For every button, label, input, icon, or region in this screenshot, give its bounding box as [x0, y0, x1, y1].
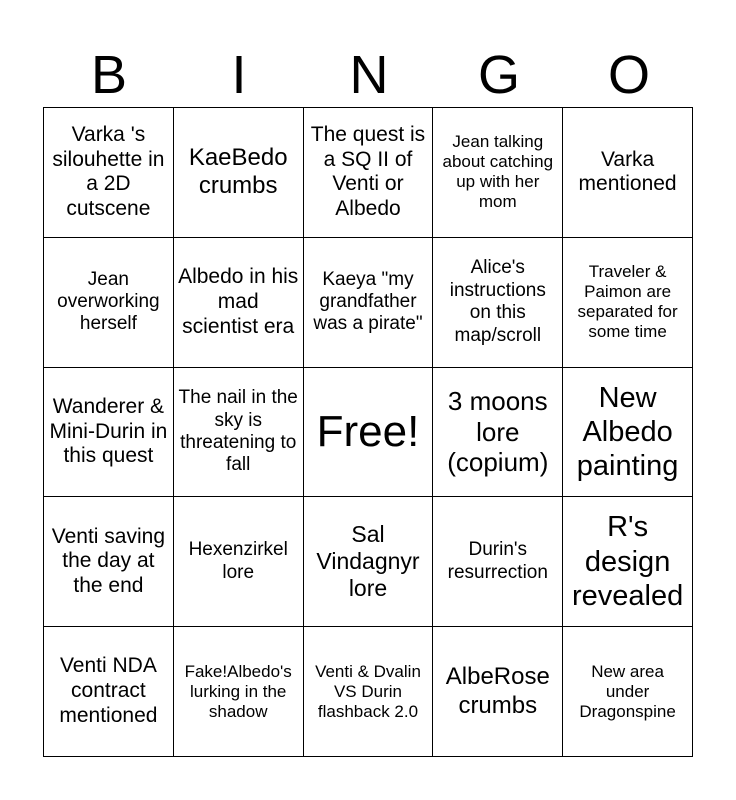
bingo-cell-r5c1[interactable]: Venti NDA contract mentioned: [44, 627, 174, 757]
bingo-board: [43, 107, 693, 757]
header-letter-n: N: [349, 45, 389, 105]
bingo-cell-r2c5[interactable]: Traveler & Paimon are separated for some time: [563, 238, 693, 368]
header-letter-b: B: [90, 45, 128, 105]
bingo-cell-r1c3[interactable]: The quest is a SQ II of Venti or Albedo: [304, 108, 434, 238]
header-letter-i: I: [231, 45, 247, 105]
bingo-cell-r5c3[interactable]: Venti & Dvalin VS Durin flashback 2.0: [304, 627, 434, 757]
bingo-cell-r1c5[interactable]: Varka mentioned: [563, 108, 693, 238]
bingo-cell-r5c2[interactable]: Fake!Albedo's lurking in the shadow: [174, 627, 304, 757]
header-letter-g: G: [477, 45, 520, 105]
bingo-cell-r2c1[interactable]: Jean overworking herself: [44, 238, 174, 368]
bingo-cell-r1c4[interactable]: Jean talking about catching up with her mom: [433, 108, 563, 238]
bingo-cell-r1c2[interactable]: KaeBedo crumbs: [174, 108, 304, 238]
bingo-header: [44, 44, 694, 106]
bingo-cell-r3c4[interactable]: 3 moons lore (copium): [433, 368, 563, 498]
bingo-cell-r2c2[interactable]: Albedo in his mad scientist era: [174, 238, 304, 368]
bingo-cell-r2c3[interactable]: Kaeya "my grandfather was a pirate": [304, 238, 434, 368]
bingo-cell-r4c4[interactable]: Durin's resurrection: [433, 497, 563, 627]
bingo-cell-free[interactable]: Free!: [304, 368, 434, 498]
bingo-cell-r3c5[interactable]: New Albedo painting: [563, 368, 693, 498]
bingo-cell-r2c4[interactable]: Alice's instructions on this map/scroll: [433, 238, 563, 368]
bingo-cell-r4c2[interactable]: Hexenzirkel lore: [174, 497, 304, 627]
bingo-cell-r1c1[interactable]: Varka 's silouhette in a 2D cutscene: [44, 108, 174, 238]
bingo-cell-r4c3[interactable]: Sal Vindagnyr lore: [304, 497, 434, 627]
bingo-cell-r4c1[interactable]: Venti saving the day at the end: [44, 497, 174, 627]
header-letter-o: O: [607, 45, 650, 105]
bingo-cell-r5c4[interactable]: AlbeRose crumbs: [433, 627, 563, 757]
bingo-cell-r3c1[interactable]: Wanderer & Mini-Durin in this quest: [44, 368, 174, 498]
bingo-cell-r4c5[interactable]: R's design revealed: [563, 497, 693, 627]
bingo-cell-r5c5[interactable]: New area under Dragonspine: [563, 627, 693, 757]
bingo-cell-r3c2[interactable]: The nail in the sky is threatening to fall: [174, 368, 304, 498]
